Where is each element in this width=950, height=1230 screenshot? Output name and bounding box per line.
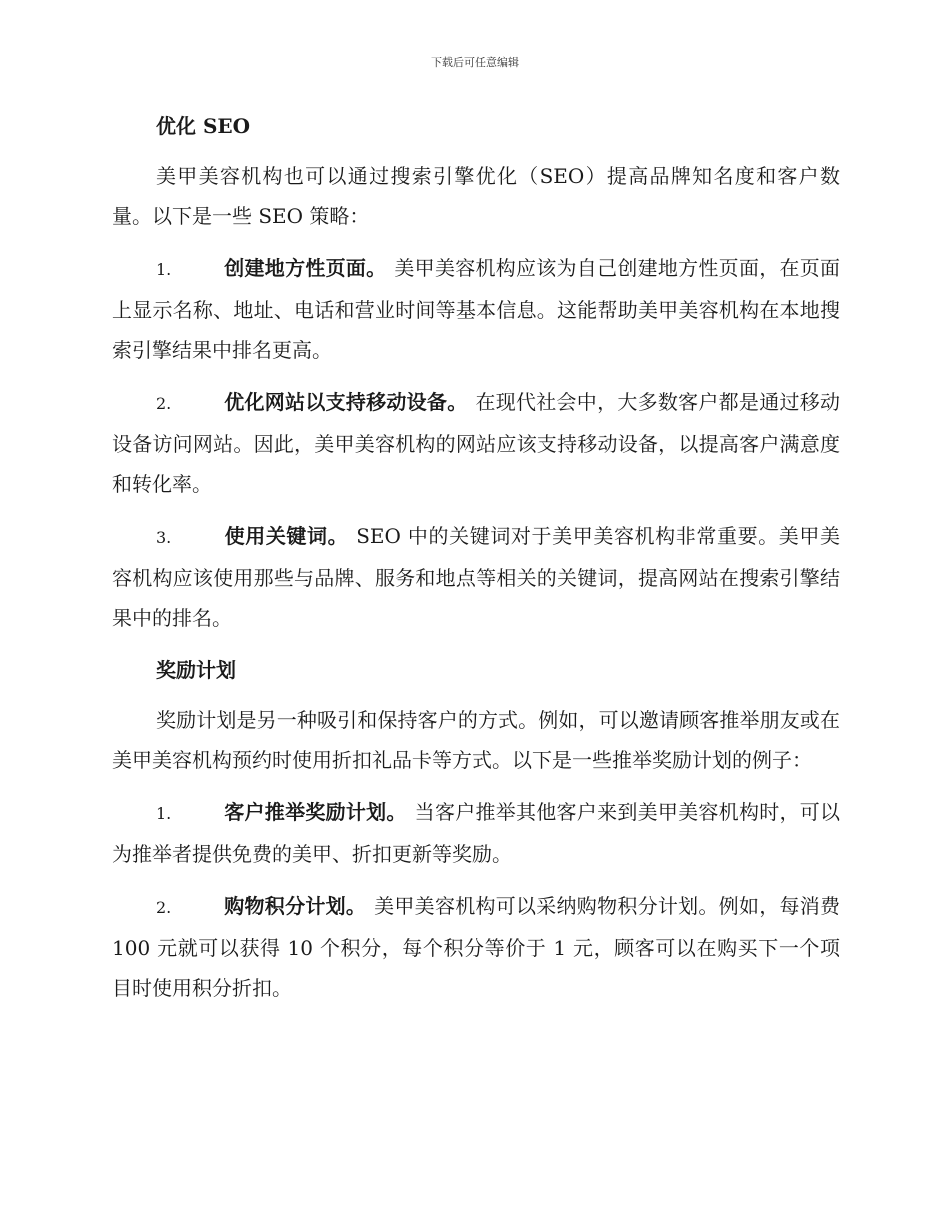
section-intro-seo: 美甲美容机构也可以通过搜索引擎优化（SEO）提高品牌知名度和客户数量。以下是一些 SEO 策略： — [112, 164, 840, 228]
list-item — [112, 382, 840, 504]
list-item-number: 1. — [156, 804, 172, 823]
list-item — [112, 886, 840, 1008]
page-header: 下载后可任意编辑 — [431, 56, 519, 69]
list-item-number: 1. — [156, 260, 172, 279]
document-body — [112, 106, 840, 1020]
list-item-number: 3. — [156, 528, 172, 547]
list-item-number: 2. — [156, 898, 172, 917]
list-item-lead: 客户推举奖励计划。 — [224, 800, 407, 824]
list-item-text: 当客户推举其他客户来到美甲美容机构时，可以为推举者提供免费的美甲、折扣更新等奖励。 — [112, 800, 841, 866]
list-item-text: 美甲美容机构可以采纳购物积分计划。例如，每消费 100 元就可以获得 10 个积分，每个积分等价于 1 元，顾客可以在购买下一个项目时使用积分折扣。 — [112, 894, 841, 1000]
list-item-lead: 创建地方性页面。 — [224, 256, 387, 280]
list-item-lead: 优化网站以支持移动设备。 — [224, 390, 468, 414]
section-heading-seo: 优化 SEO — [156, 114, 251, 138]
list-item — [112, 792, 840, 874]
list-item-text: 美甲美容机构应该为自己创建地方性页面，在页面上显示名称、地址、电话和营业时间等基本信息。这能帮助美甲美容机构在本地搜索引擎结果中排名更高。 — [112, 256, 841, 362]
list-item-number: 2. — [156, 394, 172, 413]
list-item — [112, 248, 840, 370]
list-item — [112, 516, 840, 638]
list-item-lead: 购物积分计划。 — [224, 894, 367, 918]
list-item-text: SEO 中的关键词对于美甲美容机构非常重要。美甲美容机构应该使用那些与品牌、服务和地点等相关的关键词，提高网站在搜索引擎结果中的排名。 — [112, 524, 840, 630]
list-item-lead: 使用关键词。 — [224, 524, 349, 548]
section-heading-rewards: 奖励计划 — [156, 658, 236, 682]
list-item-text: 在现代社会中，大多数客户都是通过移动设备访问网站。因此，美甲美容机构的网站应该支持移动设备，以提高客户满意度和转化率。 — [112, 390, 841, 496]
section-intro-rewards: 奖励计划是另一种吸引和保持客户的方式。例如，可以邀请顾客推举朋友或在美甲美容机构预约时使用折扣礼品卡等方式。以下是一些推举奖励计划的例子： — [112, 708, 840, 772]
